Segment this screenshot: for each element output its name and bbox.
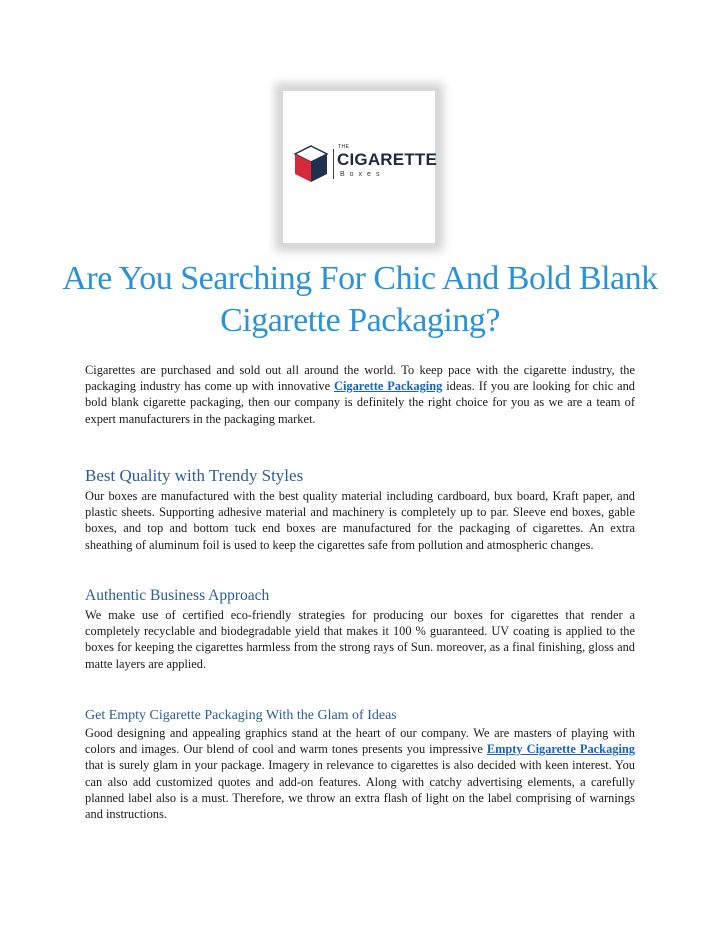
intro-paragraph	[85, 362, 635, 427]
cube-logo-icon	[293, 144, 329, 184]
intro-text-before: Cigarettes are purchased and sold out all around the world. To keep pace with the cigarette industry, the packaging industry has come up with innovative	[85, 363, 635, 394]
cigarette-packaging-link[interactable]: Cigarette Packaging	[334, 379, 443, 394]
section-heading-approach: Authentic Business Approach	[85, 587, 270, 604]
logo-divider	[333, 149, 334, 179]
section-heading-quality: Best Quality with Trendy Styles	[85, 466, 304, 485]
logo-frame	[280, 88, 438, 246]
page-title: Are You Searching For Chic And Bold Blank Cigarette Packaging?	[62, 260, 658, 339]
logo-the-text: THE	[338, 144, 350, 150]
section-body-empty-packaging	[85, 725, 635, 822]
logo-name-text: CIGARETTE	[337, 150, 438, 169]
brand-logo	[293, 141, 438, 189]
section-text-after: that is surely glam in your package. Imagery in relevance to cigarettes is also decided with keen interest. You can also add customized quotes and add-on features. Along with catchy advertising elements, a carefully planned label also is a must. Therefore, we throw an extra flash of light on the label comprising of warnings and instructions.	[85, 758, 635, 822]
section-body-quality: Our boxes are manufactured with the best quality material including cardboard, bux board, Kraft paper, and plastic sheets. Supporting adhesive material and machinery is completely up to par. Sleeve end boxes, gable boxes, and top and bottom tuck end boxes are manufactured for the packaging of cigarettes. An extra sheathing of aluminum foil is used to keep the cigarettes safe from pollution and atmospheric changes.	[85, 489, 635, 552]
section-body-approach: We make use of certified eco-friendly strategies for producing our boxes for cigarettes that render a completely recyclable and biodegradable yield that makes it 100 % guaranteed. UV coating is applied to the boxes for keeping the cigarettes harmless from the strong rays of Sun. moreover, as a final finishing, gloss and matte layers are applied.	[85, 608, 635, 671]
section-text-before: Good designing and appealing graphics stand at the heart of our company. We are masters of playing with colors and images. Our blend of cool and warm tones presents you impressive	[85, 726, 635, 757]
logo-sub-text: Boxes	[340, 171, 385, 178]
empty-cigarette-packaging-link[interactable]: Empty Cigarette Packaging	[486, 742, 635, 757]
section-heading-empty-packaging: Get Empty Cigarette Packaging With the Glam of Ideas	[85, 708, 397, 723]
intro-text-after: ideas. If you are looking for chic and bold blank cigarette packaging, then our company is definitely the right choice for you as we are a team of expert manufacturers in the packaging market.	[85, 379, 636, 426]
